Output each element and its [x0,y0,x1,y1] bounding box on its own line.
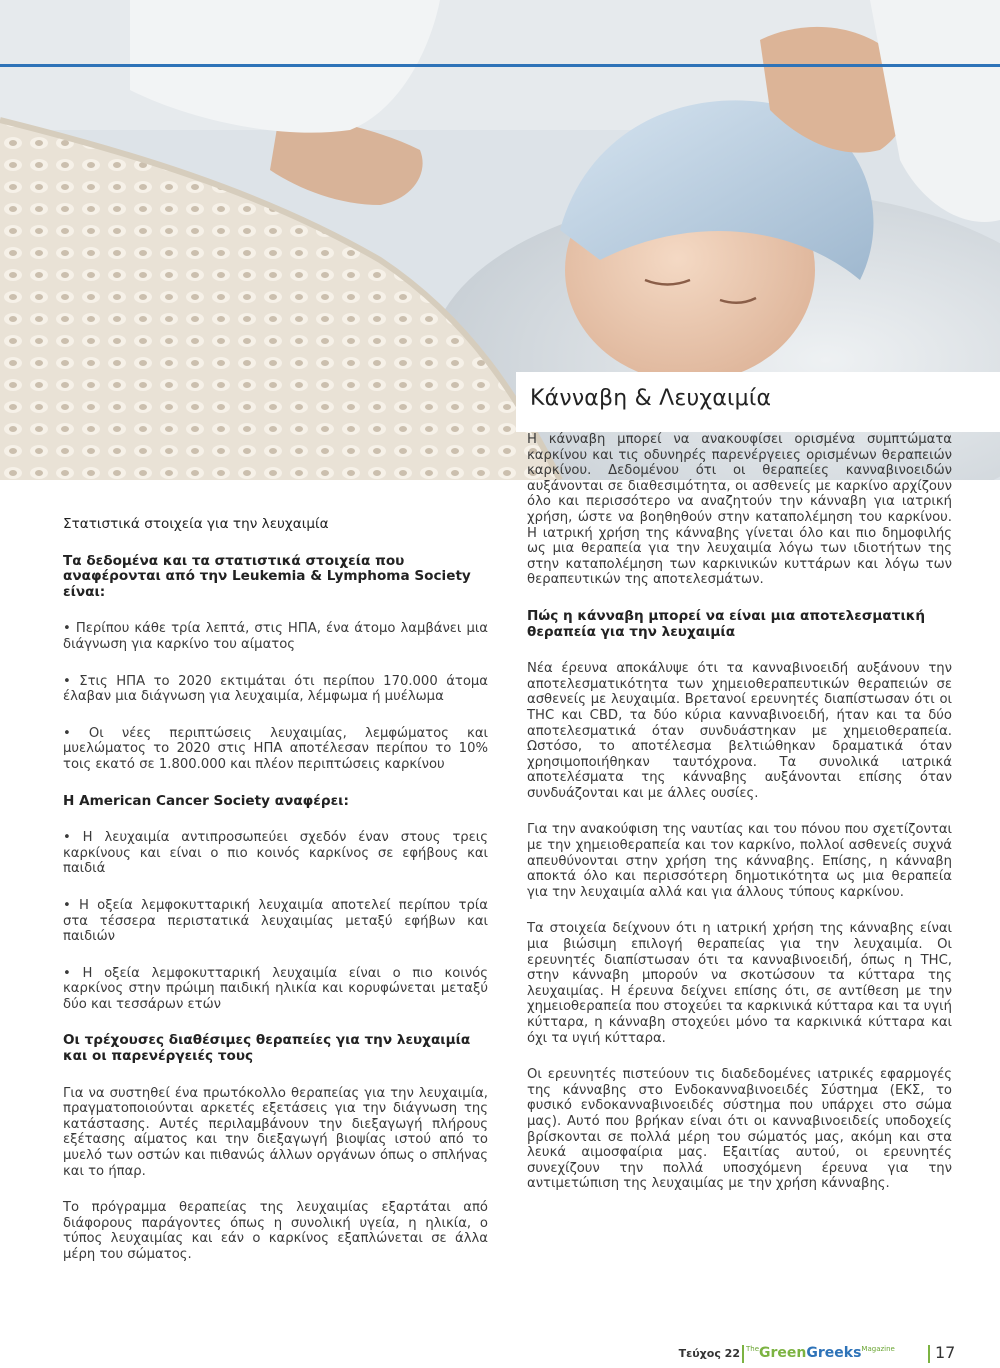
section-heading: Στατιστικά στοιχεία για την λευχαιμία [63,516,329,532]
left-column [63,517,488,1284]
paragraph: • Οι νέες περιπτώσεις λευχαιμίας, λεμφώματος και μυελώματος το 2020 στις ΗΠΑ αποτέλεσαν περίπου το 10% τοις εκατό σε 1.800.000 και πλέον περιπτώσεις καρκίνου [63,725,488,772]
paragraph: Το πρόγραμμα θεραπείας της λευχαιμίας εξαρτάται από διάφορους παράγοντες όπως η συνολική υγεία, η ηλικία, ο τύπος λευχαιμίας και εάν ο καρκίνος εξαπλώνεται σε άλλα μέρη του σώματος. [63,1200,488,1262]
top-accent-rule [0,64,1000,67]
paragraph: • Η λευχαιμία αντιπροσωπεύει σχεδόν έναν στους τρεις καρκίνους και είναι ο πιο κοινός καρκίνος σε εφήβους και παιδιά [63,830,488,877]
section-heading: Οι τρέχουσες διαθέσιμες θεραπείες για την λευχαιμία και οι παρενέργειές τους [63,1032,471,1065]
paragraph: Τα στοιχεία δείχνουν ότι η ιατρική χρήση της κάνναβης είναι μια βιώσιμη επιλογή θεραπείας για την λευχαιμία. Οι ερευνητές διαπίστωσαν ότι τα κανναβινοειδή, όπως η THC, στην κάνναβη μπορούν να σκοτώσουν τα κύτταρα της λευχαιμίας. Η έρευνα δείχνει επίσης ότι, σε αντίθεση με την χημειοθεραπεία που στοχεύει τα καρκινικά κύτταρα και τα υγιή κύτταρα, η κάνναβη στοχεύει μόνο τα καρκινικά κύτταρα και όχι τα υγιή κύτταρα. [527,921,952,1046]
paragraph: • Η οξεία λεμφοκυτταρική λευχαιμία αποτελεί περίπου τρία στα τέσσερα περιστατικά λευχαιμίας μεταξύ εφήβων και παιδιών [63,897,488,945]
article-title: Κάνναβη & Λευχαιμία [530,386,772,411]
paragraph: Για να συστηθεί ένα πρωτόκολλο θεραπείας για την λευχαιμία, πραγματοποιούνται αρκετές εξετάσεις για την διάγνωση της κατάστασης. Αυτές περιλαμβάνουν την διεξαγωγή πλήρους εξέτασης αίματος και την διεξαγωγή βιοψίας ιστού από το μυελό των οστών και πιθανώς άλλων οργάνων όπως ο σπλήνας και το ήπαρ. [63,1085,488,1179]
page-footer [0,1345,1000,1365]
page-number: 17 [935,1343,956,1362]
paragraph: Για την ανακούφιση της ναυτίας και του πόνου που σχετίζονται με την χημειοθεραπεία και τον καρκίνο, πολλοί ασθενείς συχνά απευθύνονται στην χρήση της κάνναβης. Επίσης, η κάνναβη αποκτά όλο και περισσότερη δημοτικότητα ως μια θεραπεία για την λευχαιμία αλλά και για άλλους τύπους καρκίνου. [527,822,952,900]
issue-label: Τεύχος 22 [678,1347,740,1360]
paragraph: • Στις ΗΠΑ το 2020 εκτιμάται ότι περίπου 170.000 άτομα έλαβαν μια διάγνωση για λευχαιμία, λέμφωμα ή μυέλωμα [63,673,488,705]
section-heading: Τα δεδομένα και τα στατιστικά στοιχεία που αναφέρονται από την Leukemia & Lymphoma Society είναι: [63,552,471,600]
right-column [527,432,952,1213]
logo-the: The [746,1345,760,1353]
section-heading: Πώς η κάνναβη μπορεί να είναι μια αποτελεσματική θεραπεία για την λευχαιμία [527,607,926,640]
logo-magazine: Magazine [861,1345,895,1353]
paragraph: Οι ερευνητές πιστεύουν τις διαδεδομένες ιατρικές εφαρμογές της κάνναβης στο Ενδοκανναβινοειδές Σύστημα (ΕΚΣ, το φυσικό ενδοκανναβινοειδές σύστημα που υπάρχει στο σώμα μας). Αυτό που βρήκαν είναι ότι οι κανναβινοειδείς υποδοχείς βρίσκονται σε πολλά μέρη του σώματός μας, ακόμη και στα λευκά αιμοσφαίρια μας. Εξαιτίας αυτού, οι ερευνητές συνεχίζουν την πολλά υποσχόμενη έρευνα για την αντιμετώπιση της λευχαιμίας με την χρήση κάνναβης. [527,1067,952,1192]
paragraph: • Περίπου κάθε τρία λεπτά, στις ΗΠΑ, ένα άτομο λαμβάνει μια διάγνωση για καρκίνο του αίματος [63,621,488,652]
section-heading: Η American Cancer Society αναφέρει: [63,792,349,809]
paragraph: Η κάνναβη μπορεί να ανακουφίσει ορισμένα συμπτώματα καρκίνου και τις οδυνηρές παρενέργειες ορισμένων θεραπειών καρκίνου. Δεδομένου ότι οι θεραπείες κανναβινοειδών αυξάνονται σε διαθεσιμότητα, οι ασθενείς με καρκίνο αρχίζουν όλο και περισσότερο να αναζητούν την κάνναβη για ιατρική χρήση, ώστε να βοηθηθούν στην καταπολέμηση του καρκίνου. Η ιατρική χρήση της κάνναβης γίνεται όλο και πιο δημοφιλής ως μια θεραπεία για την λευχαιμία λόγω των ιδιοτήτων της στην καταπολέμηση των καρκινικών κυττάρων και λόγω των θεραπευτικών της αποτελεσμάτων. [527,432,952,588]
footer-divider [742,1345,744,1363]
logo-greeks: Greeks [806,1345,862,1361]
paragraph: Νέα έρευνα αποκάλυψε ότι τα κανναβινοειδή αυξάνουν την αποτελεσματικότητα των χημειοθεραπευτικών θεραπειών σε ασθενείς με λευχαιμία. Βρετανοί ερευνητές διαπίστωσαν ότι οι THC και CBD, τα δύο κύρια κανναβινοειδή, ήταν και τα δύο αποτελεσματικά όταν συνδυάστηκαν με χημειοθεραπεία. Ωστόσο, το αποτέλεσμα βελτιώθηκαν δραματικά όταν χρησιμοποιήθηκαν ταυτόχρονα. Τα συνολικά ιατρικά αποτελέσματα της κάνναβης αυξάνονται επίσης όταν συνδυάζονται και με άλλες ουσίες. [527,661,952,801]
footer-divider-2 [928,1345,930,1363]
logo-green: Green [759,1345,807,1361]
paragraph: • Η οξεία λεμφοκυτταρική λευχαιμία είναι ο πιο κοινός καρκίνος στην πρώιμη παιδική ηλικία και κορυφώνεται μεταξύ δύο και τεσσάρων ετών [63,965,488,1012]
magazine-logo [746,1345,895,1361]
